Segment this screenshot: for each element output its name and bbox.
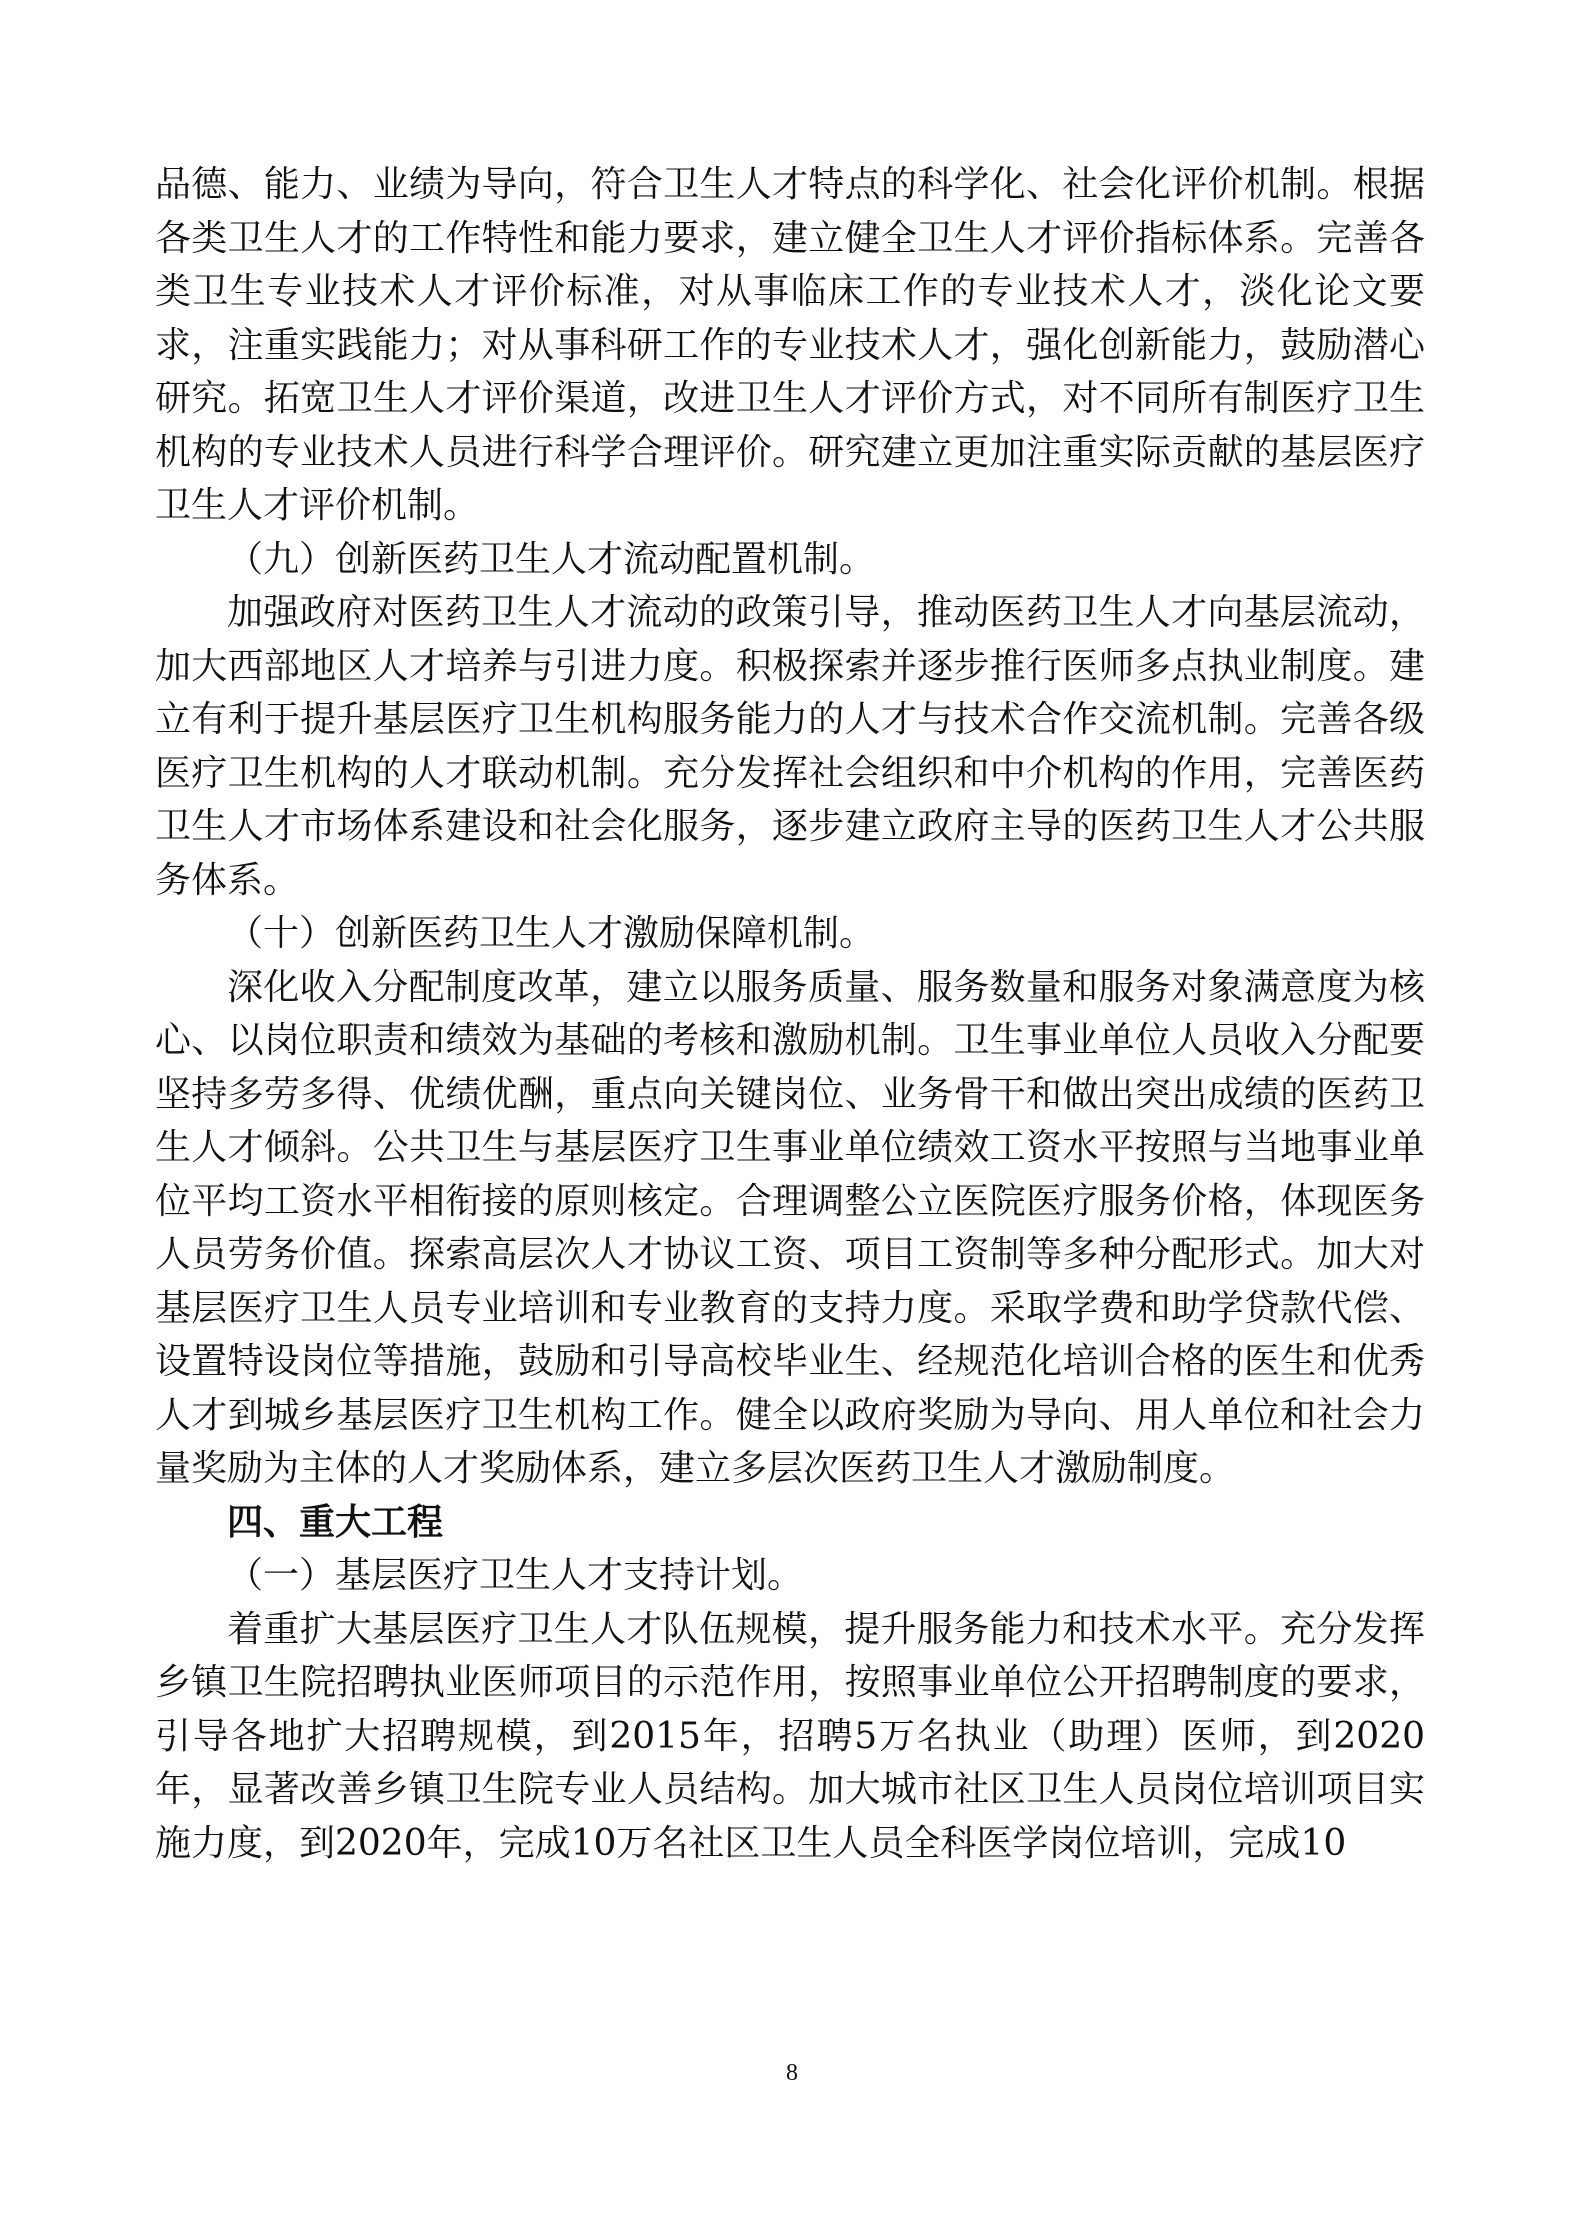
document-body bbox=[155, 158, 1425, 1870]
subheading-ten: （十）创新医药卫生人才激励保障机制。 bbox=[227, 913, 876, 954]
section-heading-major-projects: 四、重大工程 bbox=[227, 1501, 444, 1543]
paragraph-incentives: 深化收入分配制度改革，建立以服务质量、服务数量和服务对象满意度为核心、以岗位职责和绩效为基础的考核和激励机制。卫生事业单位人员收入分配要坚持多劳多得、优绩优酬，重点向关键岗位、业务骨干和做出突出成绩的医药卫生人才倾斜。公共卫生与基层医疗卫生事业单位绩效工资水平按照与当地事业单位平均工资水平相衔接的原则核定。合理调整公立医院医疗服务价格，体现医务人员劳务价值。探索高层次人才协议工资、项目工资制等多种分配形式。加大对基层医疗卫生人员专业培训和专业教育的支持力度。采取学费和助学贷款代偿、设置特设岗位等措施，鼓励和引导高校毕业生、经规范化培训合格的医生和优秀人才到城乡基层医疗卫生机构工作。健全以政府奖励为导向、用人单位和社会力量奖励为主体的人才奖励体系，建立多层次医药卫生人才激励制度。 bbox=[155, 966, 1425, 1489]
subheading-one: （一）基层医疗卫生人才支持计划。 bbox=[227, 1555, 804, 1596]
page-number: 8 bbox=[786, 2060, 798, 2086]
paragraph-talent-flow: 加强政府对医药卫生人才流动的政策引导，推动医药卫生人才向基层流动，加大西部地区人才培养与引进力度。积极探索并逐步推行医师多点执业制度。建立有利于提升基层医疗卫生机构服务能力的人才与技术合作交流机制。完善各级医疗卫生机构的人才联动机制。充分发挥社会组织和中介机构的作用，完善医药卫生人才市场体系建设和社会化服务，逐步建立政府主导的医药卫生人才公共服务体系。 bbox=[155, 592, 1425, 901]
subheading-nine: （九）创新医药卫生人才流动配置机制。 bbox=[227, 538, 876, 580]
paragraph-evaluation-continued: 品德、能力、业绩为导向，符合卫生人才特点的科学化、社会化评价机制。根据各类卫生人才的工作特性和能力要求，建立健全卫生人才评价指标体系。完善各类卫生专业技术人才评价标准，对从事临床工作的专业技术人才，淡化论文要求，注重实践能力；对从事科研工作的专业技术人才，强化创新能力，鼓励潜心研究。拓宽卫生人才评价渠道，改进卫生人才评价方式，对不同所有制医疗卫生机构的专业技术人员进行科学合理评价。研究建立更加注重实际贡献的基层医疗卫生人才评价机制。 bbox=[155, 164, 1425, 526]
paragraph-grassroots-support: 着重扩大基层医疗卫生人才队伍规模，提升服务能力和技术水平。充分发挥乡镇卫生院招聘执业医师项目的示范作用，按照事业单位公开招聘制度的要求，引导各地扩大招聘规模，到2015年，招聘5万名执业（助理）医师，到2020年，显著改善乡镇卫生院专业人员结构。加大城市社区卫生人员岗位培训项目实施力度，到2020年，完成10万名社区卫生人员全科医学岗位培训，完成10 bbox=[155, 1608, 1425, 1864]
